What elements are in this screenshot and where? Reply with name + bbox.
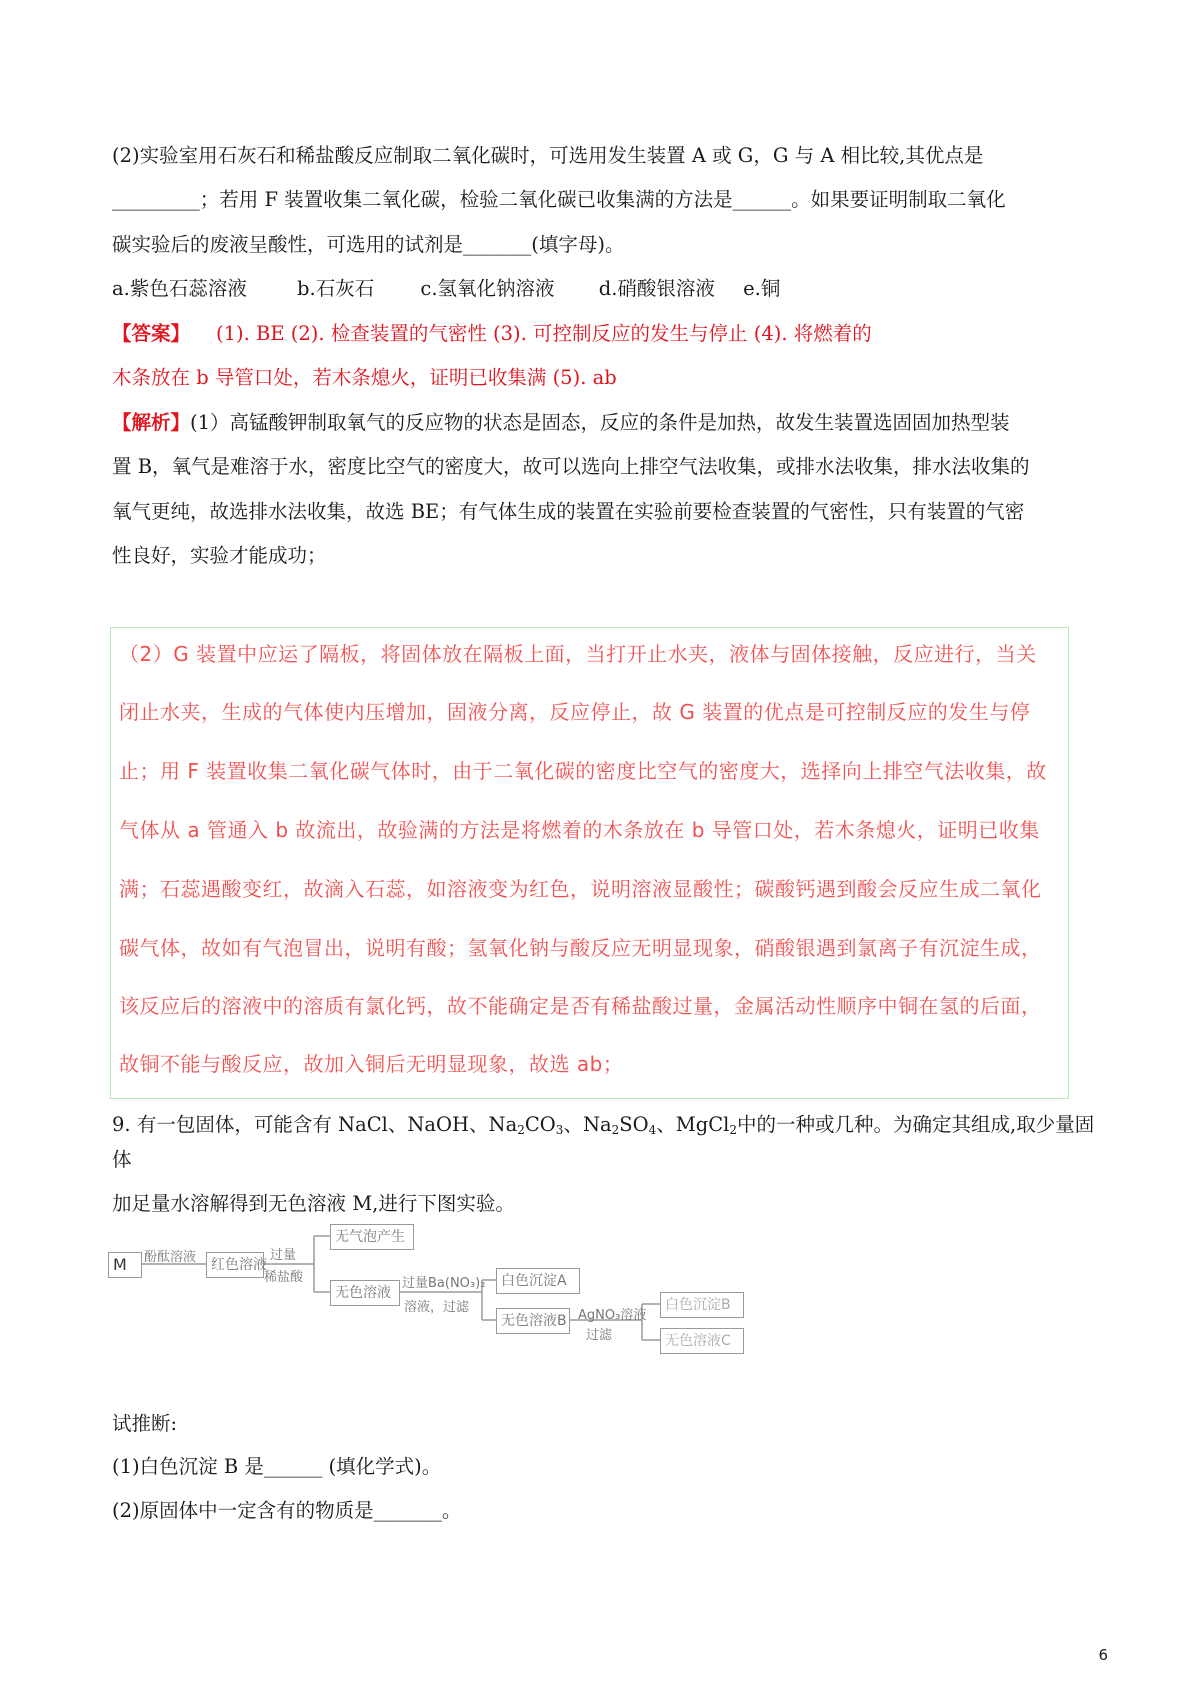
box-m: M bbox=[108, 1252, 142, 1278]
flow-diagram bbox=[108, 1210, 798, 1382]
page-number: 6 bbox=[1098, 1646, 1108, 1664]
subscript: 2 bbox=[729, 1123, 738, 1137]
box-colorless-c: 无色溶液C bbox=[660, 1328, 744, 1354]
question-text: 、Na bbox=[563, 1113, 612, 1136]
option-e: e.铜 bbox=[743, 277, 781, 300]
question-9-line2: 加足量水溶解得到无色溶液 M,进行下图实验。 bbox=[112, 1192, 515, 1215]
handwritten-line: 该反应后的溶液中的溶质有氯化钙，故不能确定是否有稀盐酸过量，金属活动性顺序中铜在氢的后面， bbox=[119, 994, 1042, 1018]
option-d: d.硝酸银溶液 bbox=[598, 277, 715, 300]
step-label: 溶液，过滤 bbox=[404, 1300, 470, 1315]
box-colorless-b: 无色溶液B bbox=[496, 1308, 570, 1334]
option-a: a.紫色石蕊溶液 bbox=[112, 277, 247, 300]
analysis-line bbox=[112, 409, 1010, 437]
analysis-line: 氧气更纯，故选排水法收集，故选 BE；有气体生成的装置在实验前要检查装置的气密性，只有装置的气密 bbox=[112, 500, 1025, 523]
box-white-precipitate-b: 白色沉淀B bbox=[660, 1292, 744, 1318]
handwritten-line: 闭止水夹，生成的气体使内压增加，固液分离，反应停止，故 G 装置的优点是可控制反应的发生与停 bbox=[119, 700, 1031, 724]
question-text: 、MgCl bbox=[656, 1113, 730, 1136]
infer-title: 试推断: bbox=[112, 1412, 178, 1435]
analysis-tag: 【解析】 bbox=[112, 411, 191, 434]
option-c: c.氢氧化钠溶液 bbox=[420, 277, 555, 300]
handwritten-line: 碳气体，故如有气泡冒出，说明有酸；氢氧化钠与酸反应无明显现象，硝酸银遇到氯离子有沉淀生成， bbox=[119, 936, 1042, 960]
subscript: 2 bbox=[611, 1123, 620, 1137]
question-text: SO bbox=[619, 1113, 649, 1136]
question-text: 有一包固体，可能含有 NaCl、NaOH、Na bbox=[136, 1113, 518, 1136]
answer-line: 木条放在 b 导管口处，若木条熄火，证明已收集满 (5). ab bbox=[112, 366, 617, 389]
box-no-bubble: 无气泡产生 bbox=[330, 1224, 414, 1250]
step-label: 酚酞溶液 bbox=[144, 1250, 197, 1265]
answer-options bbox=[112, 275, 780, 303]
infer-question: (2)原固体中一定含有的物质是_______。 bbox=[112, 1499, 462, 1522]
handwritten-line: 气体从 a 管通入 b 故流出，故验满的方法是将燃着的木条放在 b 导管口处，若木条熄火，证明已收集 bbox=[119, 818, 1040, 842]
answer-tag: 【答案】 bbox=[112, 322, 191, 345]
question-text-line: (2)实验室用石灰石和稀盐酸反应制取二氧化碳时，可选用发生装置 A 或 G，G 与 A 相比较,其优点是 bbox=[112, 144, 984, 167]
infer-question: (1)白色沉淀 B 是______ (填化学式)。 bbox=[112, 1455, 442, 1478]
analysis-line: 置 B，氧气是难溶于水，密度比空气的密度大，故可以选向上排空气法收集，或排水法收集，排水法收集的 bbox=[112, 455, 1030, 478]
analysis-text: (1）高锰酸钾制取氧气的反应物的状态是固态，反应的条件是加热，故发生装置选固固加热型装 bbox=[190, 411, 1010, 434]
question-9-line1 bbox=[112, 1110, 1112, 1175]
box-red-solution: 红色溶液 bbox=[206, 1252, 264, 1278]
step-label: 过量Ba(NO₃)₂ bbox=[402, 1276, 486, 1291]
subscript: 2 bbox=[517, 1123, 525, 1137]
analysis-line: 性良好，实验才能成功； bbox=[112, 544, 327, 567]
handwritten-line: 满；石蕊遇酸变红，故滴入石蕊，如溶液变为红色，说明溶液显酸性；碳酸钙遇到酸会反应生成二氧化 bbox=[119, 877, 1042, 901]
step-label: 过滤 bbox=[586, 1328, 613, 1343]
subscript: 3 bbox=[555, 1123, 564, 1137]
box-white-precipitate-a: 白色沉淀A bbox=[496, 1268, 580, 1294]
question-text: 中的一种或几种。为确定其组成,取少量固体 bbox=[112, 1113, 1095, 1171]
question-text-line: _________；若用 F 装置收集二氧化碳，检验二氧化碳已收集满的方法是______。如果要证明制取二氧化 bbox=[112, 188, 1006, 211]
question-number: 9. bbox=[112, 1113, 131, 1136]
question-text: CO bbox=[524, 1113, 556, 1136]
handwritten-line: 故铜不能与酸反应，故加入铜后无明显现象，故选 ab； bbox=[119, 1052, 624, 1076]
step-label: 过量 bbox=[270, 1248, 297, 1263]
option-b: b.石灰石 bbox=[297, 277, 375, 300]
handwritten-explanation bbox=[110, 627, 1069, 1099]
handwritten-line: 止；用 F 装置收集二氧化碳气体时，由于二氧化碳的密度比空气的密度大，选择向上排空气法收集，故 bbox=[119, 759, 1047, 783]
handwritten-line: （2）G 装置中应运了隔板，将固体放在隔板上面，当打开止水夹，液体与固体接触，反应进行，当关 bbox=[119, 642, 1037, 666]
question-9 bbox=[112, 1110, 1112, 1219]
subscript: 4 bbox=[648, 1123, 657, 1137]
answer-text: (1). BE (2). 检查装置的气密性 (3). 可控制反应的发生与停止 (4). 将燃着的 bbox=[216, 322, 872, 345]
question-text-line: 碳实验后的废液呈酸性，可选用的试剂是_______(填字母)。 bbox=[112, 233, 625, 256]
answer-line bbox=[112, 320, 872, 348]
step-label: AgNO₃溶液 bbox=[578, 1308, 647, 1323]
step-label: 稀盐酸 bbox=[264, 1270, 304, 1285]
box-colorless-solution: 无色溶液 bbox=[330, 1280, 400, 1306]
